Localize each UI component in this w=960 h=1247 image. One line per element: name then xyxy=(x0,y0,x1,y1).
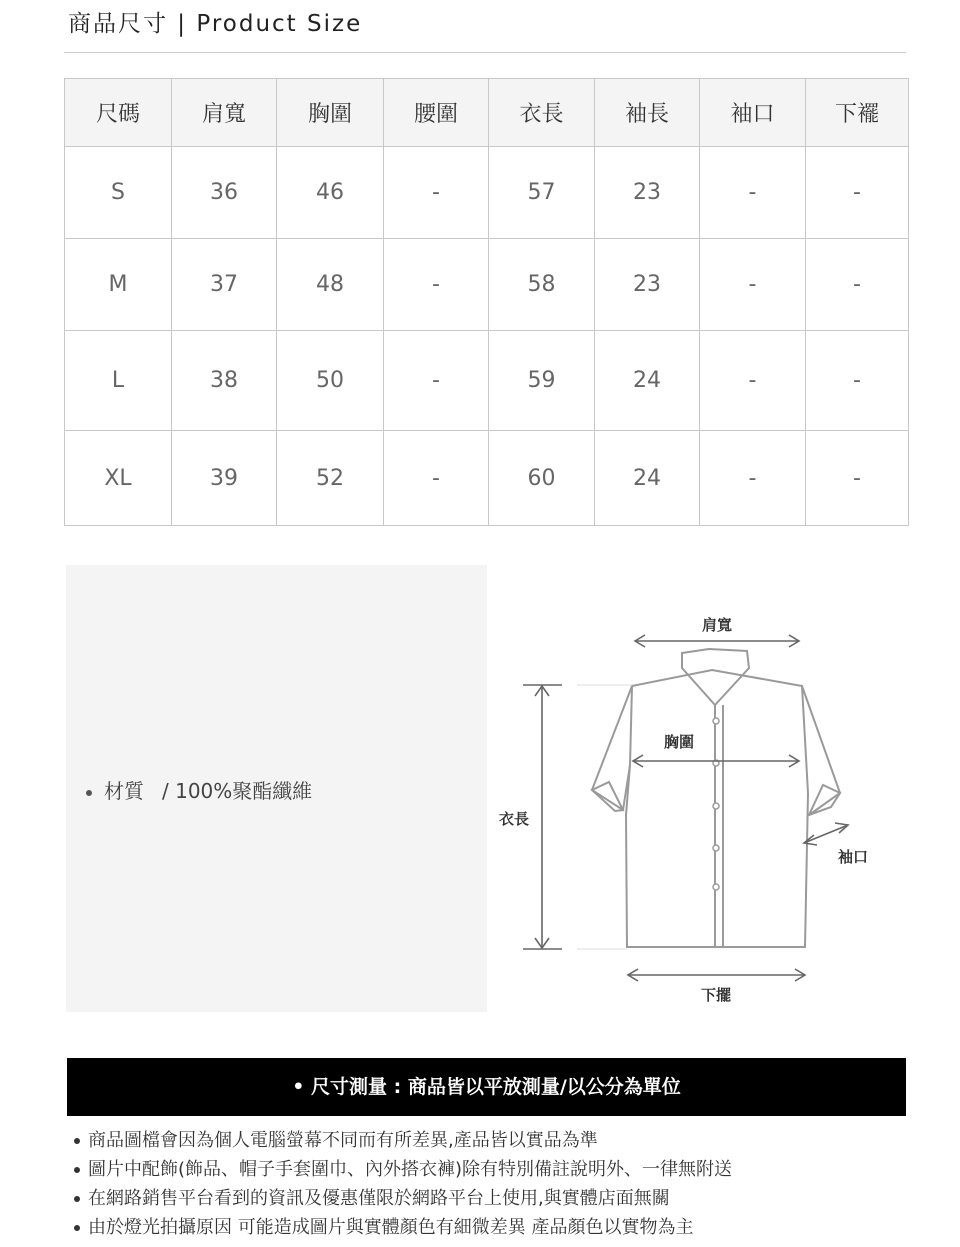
table-cell: 39 xyxy=(172,431,277,526)
chest-label: 胸圍 xyxy=(663,733,695,751)
cuff-arrow xyxy=(804,825,848,843)
bullet-icon xyxy=(74,1138,80,1144)
column-header: 腰圍 xyxy=(384,79,489,147)
bullet-icon xyxy=(74,1225,80,1231)
list-item xyxy=(74,1213,732,1242)
bullet-icon xyxy=(86,790,92,796)
column-header: 肩寬 xyxy=(172,79,277,147)
table-cell: M xyxy=(65,239,172,331)
table-cell: - xyxy=(700,331,806,431)
column-header: 袖長 xyxy=(595,79,700,147)
measurement-banner: • 尺寸測量 : 商品皆以平放測量/以公分為單位 xyxy=(67,1058,906,1116)
shirt-diagram-svg xyxy=(487,565,907,1015)
table-cell: 50 xyxy=(277,331,384,431)
table-cell: - xyxy=(806,431,909,526)
table-row xyxy=(65,431,909,526)
table-cell: 38 xyxy=(172,331,277,431)
table-cell: L xyxy=(65,331,172,431)
table-cell: - xyxy=(806,239,909,331)
size-table xyxy=(64,78,909,526)
hem-label: 下擺 xyxy=(700,986,732,1004)
table-cell: - xyxy=(806,147,909,239)
column-header: 尺碼 xyxy=(65,79,172,147)
table-cell: S xyxy=(65,147,172,239)
table-cell: - xyxy=(384,431,489,526)
page-title: 商品尺寸 | Product Size xyxy=(68,11,363,37)
material-value: / 100%聚酯纖維 xyxy=(162,779,313,803)
column-header: 胸圍 xyxy=(277,79,384,147)
shirt-measurement-diagram xyxy=(487,565,907,1015)
table-cell: - xyxy=(384,331,489,431)
list-item xyxy=(74,1126,732,1155)
list-item xyxy=(74,1155,732,1184)
column-header: 袖口 xyxy=(700,79,806,147)
material-panel xyxy=(66,565,487,1012)
bullet-icon xyxy=(74,1167,80,1173)
table-cell: - xyxy=(384,147,489,239)
table-cell: 23 xyxy=(595,147,700,239)
table-cell: - xyxy=(700,147,806,239)
column-header: 衣長 xyxy=(489,79,595,147)
table-row xyxy=(65,239,909,331)
note-text: 由於燈光拍攝原因 可能造成圖片與實體顏色有細微差異 產品顏色以實物為主 xyxy=(88,1217,694,1238)
table-cell: 52 xyxy=(277,431,384,526)
notes-list xyxy=(74,1126,732,1242)
table-row xyxy=(65,147,909,239)
table-cell: XL xyxy=(65,431,172,526)
list-item xyxy=(74,1184,732,1213)
table-cell: 24 xyxy=(595,431,700,526)
table-cell: - xyxy=(700,431,806,526)
title-divider xyxy=(64,52,906,53)
table-cell: 46 xyxy=(277,147,384,239)
table-cell: 59 xyxy=(489,331,595,431)
table-header-row xyxy=(65,79,909,147)
cuff-label: 袖口 xyxy=(837,848,869,866)
table-cell: 48 xyxy=(277,239,384,331)
material-info xyxy=(86,775,312,804)
shoulder-label: 肩寬 xyxy=(701,616,733,634)
column-header: 下襬 xyxy=(806,79,909,147)
table-cell: 60 xyxy=(489,431,595,526)
note-text: 在網路銷售平台看到的資訊及優惠僅限於網路平台上使用,與實體店面無關 xyxy=(88,1188,670,1209)
table-cell: 57 xyxy=(489,147,595,239)
table-cell: - xyxy=(700,239,806,331)
table-cell: 36 xyxy=(172,147,277,239)
length-label: 衣長 xyxy=(498,810,530,828)
left-sleeve xyxy=(592,686,632,810)
bullet-icon xyxy=(74,1196,80,1202)
table-cell: 24 xyxy=(595,331,700,431)
table-cell: 37 xyxy=(172,239,277,331)
collar xyxy=(682,649,749,705)
material-label: 材質 xyxy=(104,779,144,803)
table-row xyxy=(65,331,909,431)
table-cell: - xyxy=(806,331,909,431)
note-text: 圖片中配飾(飾品、帽子手套圍巾、內外搭衣褲)除有特別備註說明外、一律無附送 xyxy=(88,1159,733,1180)
table-cell: 58 xyxy=(489,239,595,331)
table-cell: - xyxy=(384,239,489,331)
table-cell: 23 xyxy=(595,239,700,331)
note-text: 商品圖檔會因為個人電腦螢幕不同而有所差異,產品皆以實品為準 xyxy=(88,1130,598,1151)
